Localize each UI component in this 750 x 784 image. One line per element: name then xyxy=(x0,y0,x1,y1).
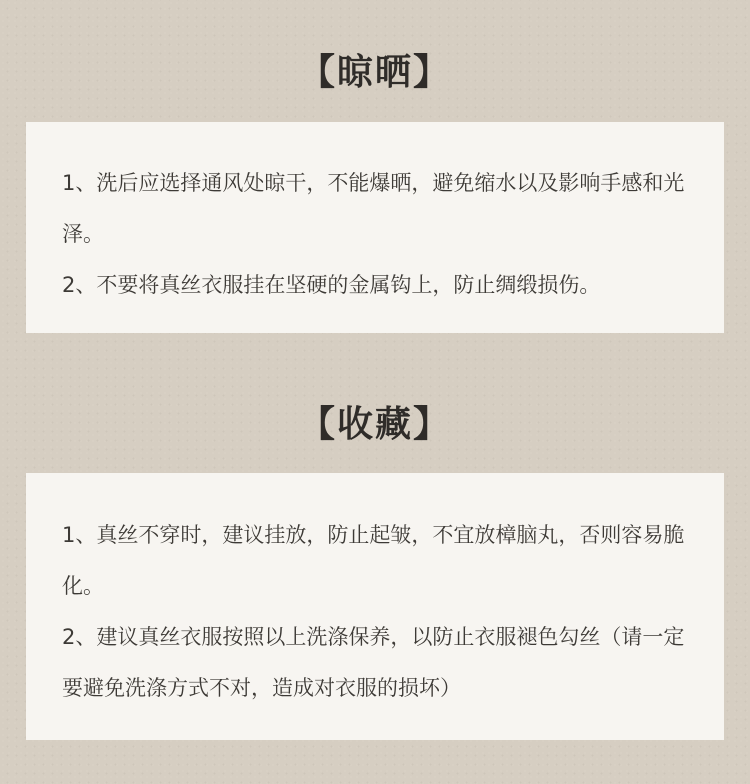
storage-card xyxy=(26,473,724,740)
section-title-drying: 【晾晒】 xyxy=(298,52,451,93)
drying-card xyxy=(26,122,724,333)
storage-item-1-text: 1、真丝不穿时，建议挂放，防止起皱，不宜放樟脑丸，否则容易脆化。 xyxy=(62,523,685,598)
storage-item-1 xyxy=(62,510,688,612)
drying-item-1-text: 1、洗后应选择通风处晾干，不能爆晒，避免缩水以及影响手感和光泽。 xyxy=(62,171,685,246)
drying-item-2-text: 2、不要将真丝衣服挂在坚硬的金属钩上，防止绸缎损伤。 xyxy=(62,273,601,297)
drying-item-1 xyxy=(62,158,688,260)
storage-item-2 xyxy=(62,612,688,714)
storage-item-2-text: 2、建议真丝衣服按照以上洗涤保养，以防止衣服褪色勾丝（请一定要避免洗涤方式不对，造成对衣服的损坏） xyxy=(62,625,685,700)
drying-item-2 xyxy=(62,260,688,311)
section-title-storage: 【收藏】 xyxy=(298,404,451,445)
